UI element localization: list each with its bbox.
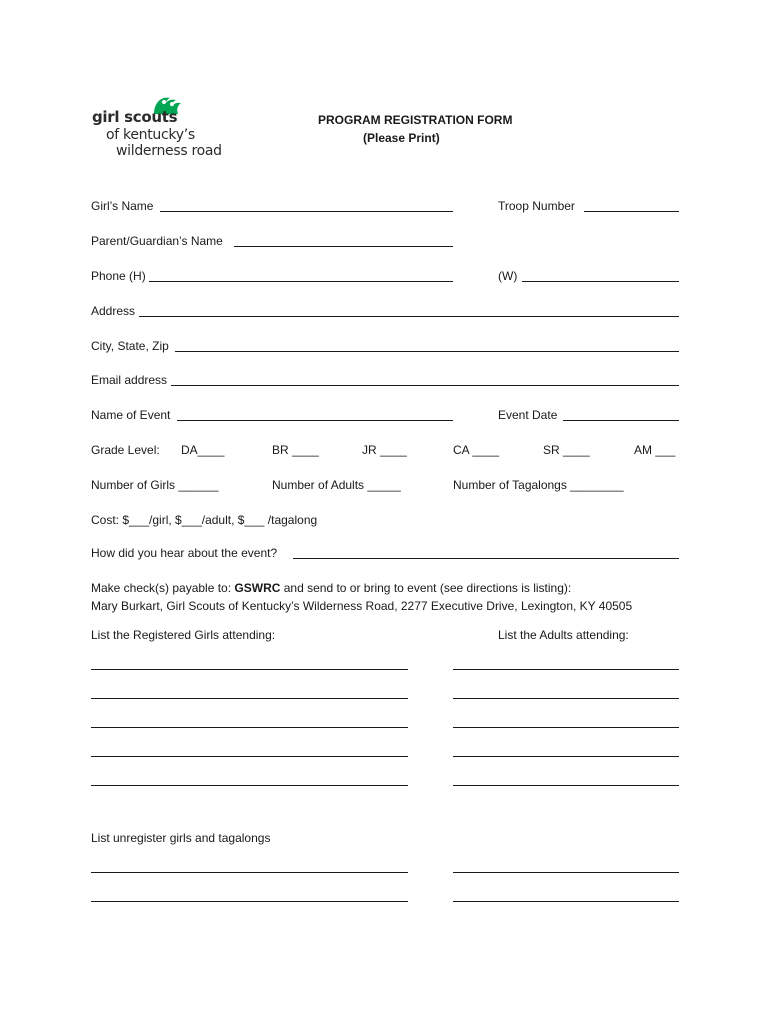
email-field[interactable]: [171, 385, 679, 386]
cost-line[interactable]: Cost: $___/girl, $___/adult, $___ /tagalong: [91, 513, 318, 527]
payment-instructions: [91, 581, 571, 595]
city-state-zip-label: City, State, Zip: [91, 339, 169, 353]
number-of-tagalongs-field[interactable]: Number of Tagalongs ________: [453, 478, 624, 492]
registered-girl-line[interactable]: [91, 727, 408, 728]
girls-name-label: Girl’s Name: [91, 199, 154, 213]
grade-option-br[interactable]: BR ____: [272, 443, 319, 457]
registered-girl-line[interactable]: [91, 669, 408, 670]
hear-about-label: How did you hear about the event?: [91, 546, 278, 560]
logo-text-line-2: of kentucky’s: [106, 127, 195, 143]
address-field[interactable]: [139, 316, 679, 317]
adults-heading: List the Adults attending:: [498, 628, 629, 642]
troop-number-label: Troop Number: [498, 199, 575, 213]
number-of-girls-field[interactable]: Number of Girls ______: [91, 478, 219, 492]
grade-option-ca[interactable]: CA ____: [453, 443, 500, 457]
girl-scouts-logo: [92, 94, 222, 160]
number-of-adults-field[interactable]: Number of Adults _____: [272, 478, 401, 492]
payment-payee: GSWRC: [234, 581, 281, 595]
grade-option-sr[interactable]: SR ____: [543, 443, 590, 457]
event-date-label: Event Date: [498, 408, 558, 422]
phone-work-field[interactable]: [522, 281, 679, 282]
grade-option-am[interactable]: AM ___: [634, 443, 676, 457]
form-title: PROGRAM REGISTRATION FORM: [318, 113, 513, 127]
phone-home-label: Phone (H): [91, 269, 146, 283]
address-label: Address: [91, 304, 136, 318]
tagalong-line[interactable]: [453, 901, 679, 902]
form-subtitle: (Please Print): [363, 131, 440, 145]
phone-work-label: (W): [498, 269, 518, 283]
event-name-label: Name of Event: [91, 408, 171, 422]
guardian-name-field[interactable]: [234, 246, 453, 247]
unregistered-heading: List unregister girls and tagalongs: [91, 831, 271, 845]
registered-girls-heading: List the Registered Girls attending:: [91, 628, 276, 642]
adult-line[interactable]: [453, 785, 679, 786]
registered-girl-line[interactable]: [91, 698, 408, 699]
mailing-address: Mary Burkart, Girl Scouts of Kentucky’s Wilderness Road, 2277 Executive Drive, Lexington, KY 40505: [91, 599, 633, 613]
email-label: Email address: [91, 373, 168, 387]
hear-about-field[interactable]: [293, 558, 679, 559]
grade-level-label: Grade Level:: [91, 443, 160, 457]
phone-home-field[interactable]: [149, 281, 453, 282]
adult-line[interactable]: [453, 698, 679, 699]
troop-number-field[interactable]: [584, 211, 679, 212]
logo-text-line-1: girl scouts: [92, 108, 178, 126]
unregistered-girl-line[interactable]: [91, 872, 408, 873]
adult-line[interactable]: [453, 669, 679, 670]
event-date-field[interactable]: [563, 420, 679, 421]
grade-option-da[interactable]: DA____: [181, 443, 225, 457]
girls-name-field[interactable]: [160, 211, 453, 212]
city-state-zip-field[interactable]: [175, 351, 679, 352]
grade-option-jr[interactable]: JR ____: [362, 443, 407, 457]
payment-suffix: and send to or bring to event (see directions is listing):: [280, 581, 572, 595]
event-name-field[interactable]: [177, 420, 453, 421]
tagalong-line[interactable]: [453, 872, 679, 873]
unregistered-girl-line[interactable]: [91, 901, 408, 902]
payment-prefix: Make check(s) payable to:: [91, 581, 235, 595]
registered-girl-line[interactable]: [91, 785, 408, 786]
registered-girl-line[interactable]: [91, 756, 408, 757]
guardian-name-label: Parent/Guardian’s Name: [91, 234, 223, 248]
adult-line[interactable]: [453, 727, 679, 728]
adult-line[interactable]: [453, 756, 679, 757]
logo-text-line-3: wilderness road: [116, 143, 222, 159]
